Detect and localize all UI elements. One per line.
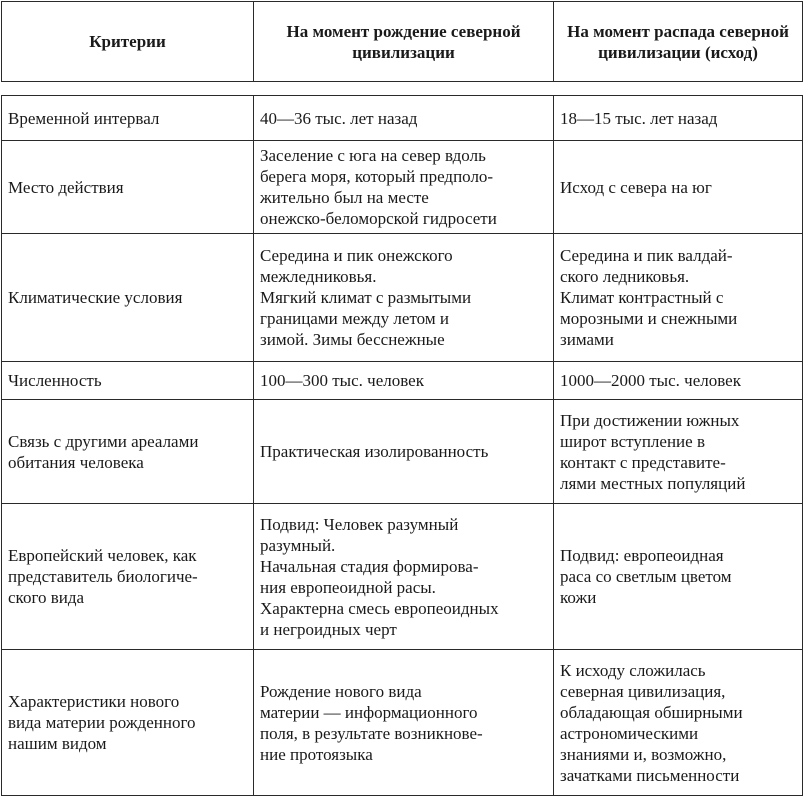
table-header [1, 1, 803, 82]
table-row [2, 504, 803, 650]
criterion-cell: Временной интервал [2, 96, 254, 141]
table-row [2, 400, 803, 504]
header-collapse: На момент распада северной цивилизации (исход) [554, 2, 803, 82]
collapse-cell: Подвид: европеоидная раса со светлым цветом кожи [554, 504, 803, 650]
birth-cell: Середина и пик онежского межледниковья. Мягкий климат с размытыми границами между летом и зимой. Зимы бесснежные [254, 234, 554, 362]
birth-cell: 100—300 тыс. человек [254, 362, 554, 400]
collapse-cell: При достижении южных широт вступление в контакт с представите- лями местных популяций [554, 400, 803, 504]
table-row [2, 234, 803, 362]
collapse-cell: 1000—2000 тыс. человек [554, 362, 803, 400]
birth-cell: Рождение нового вида материи — информационного поля, в результате возникнове- ние протоязыка [254, 650, 554, 796]
table-row [2, 141, 803, 234]
header-criteria: Критерии [2, 2, 254, 82]
criterion-cell: Характеристики нового вида материи рожденного нашим видом [2, 650, 254, 796]
collapse-cell: Середина и пик валдай- ского ледниковья. Климат контрастный с морозными и снежными зимами [554, 234, 803, 362]
criterion-cell: Связь с другими ареалами обитания человека [2, 400, 254, 504]
header-row [2, 2, 803, 82]
birth-cell: Практическая изолированность [254, 400, 554, 504]
collapse-cell: Исход с севера на юг [554, 141, 803, 234]
birth-cell: Заселение с юга на север вдоль берега моря, который предполо- жительно был на месте онежско-беломорской гидросети [254, 141, 554, 234]
table-row [2, 362, 803, 400]
criterion-cell: Европейский человек, как представитель биологиче- ского вида [2, 504, 254, 650]
header-birth: На момент рождение северной цивилизации [254, 2, 554, 82]
comparison-table [1, 95, 803, 796]
table-row [2, 96, 803, 141]
criterion-cell: Климатические условия [2, 234, 254, 362]
table-row [2, 650, 803, 796]
criterion-cell: Место действия [2, 141, 254, 234]
collapse-cell: 18—15 тыс. лет назад [554, 96, 803, 141]
collapse-cell: К исходу сложилась северная цивилизация, обладающая обширными астрономическими знаниями и, возможно, зачатками письменности [554, 650, 803, 796]
criterion-cell: Численность [2, 362, 254, 400]
birth-cell: 40—36 тыс. лет назад [254, 96, 554, 141]
birth-cell: Подвид: Человек разумный разумный. Начальная стадия формирова- ния европеоидной расы. Характерна смесь европеоидных и негроидных черт [254, 504, 554, 650]
